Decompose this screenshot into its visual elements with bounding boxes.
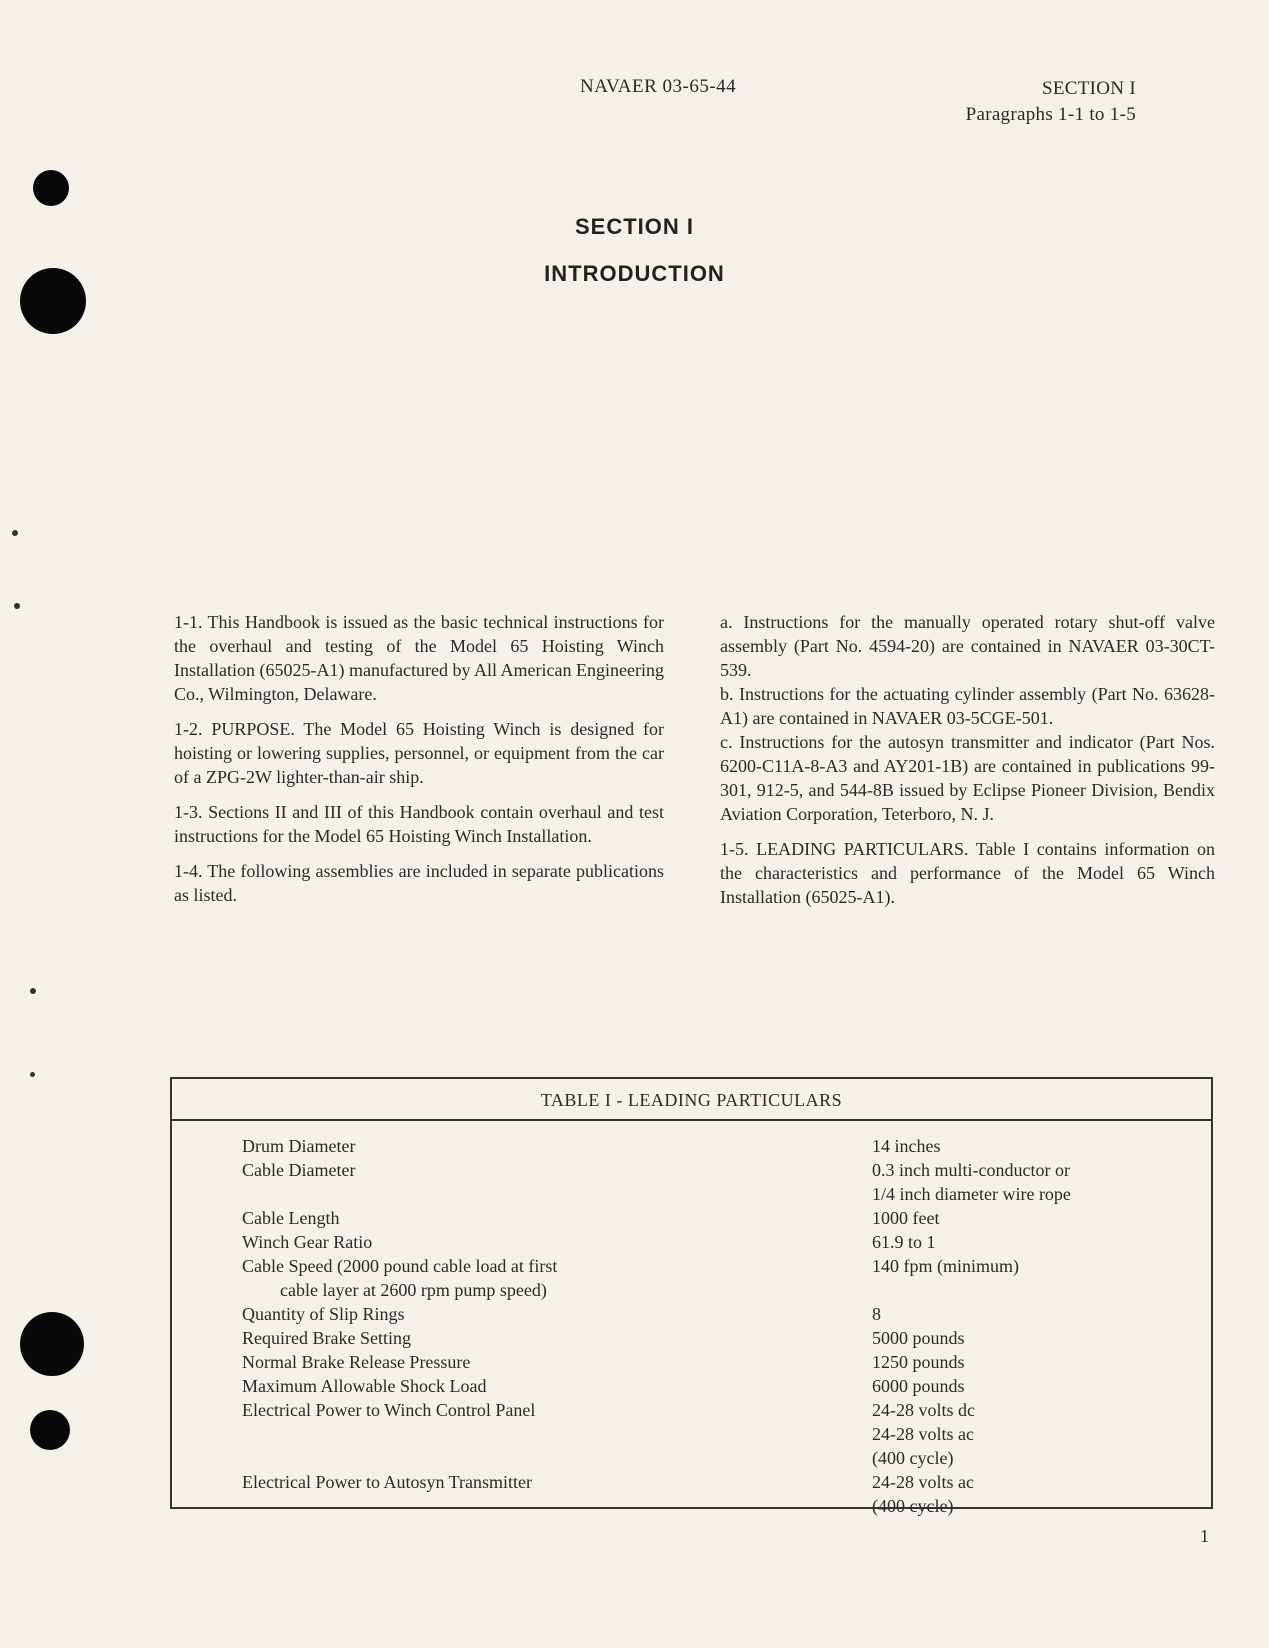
- speck-mark: [30, 1072, 35, 1077]
- speck-mark: [14, 603, 20, 609]
- row-label: [242, 1494, 872, 1518]
- left-column: [174, 610, 664, 907]
- table-row: [242, 1494, 1202, 1518]
- punch-hole-3: [20, 1312, 84, 1376]
- speck-mark: [30, 988, 36, 994]
- row-label: Required Brake Setting: [242, 1328, 411, 1348]
- row-label: Electrical Power to Autosyn Transmitter: [242, 1472, 532, 1492]
- row-value: 5000 pounds: [872, 1328, 965, 1348]
- paragraph-1-4: 1-4. The following assemblies are included in separate publications as listed.: [174, 861, 664, 905]
- row-label: Winch Gear Ratio: [242, 1232, 373, 1252]
- row-value: 1250 pounds: [872, 1352, 965, 1372]
- row-label: cable layer at 2600 rpm pump speed): [280, 1280, 547, 1300]
- table-row: [242, 1254, 1202, 1278]
- speck-mark: [12, 530, 18, 536]
- header-paragraphs: Paragraphs 1-1 to 1-5: [965, 104, 1136, 125]
- paragraph-b: b. Instructions for the actuating cylinder assembly (Part No. 63628-A1) are contained in NAVAER 03-5CGE-501.: [720, 684, 1215, 728]
- section-subtitle: INTRODUCTION: [544, 261, 725, 286]
- row-label: Drum Diameter: [242, 1136, 356, 1156]
- row-label: Maximum Allowable Shock Load: [242, 1376, 487, 1396]
- row-value: 24-28 volts ac: [872, 1424, 974, 1444]
- row-label: Quantity of Slip Rings: [242, 1304, 405, 1324]
- paragraph-a: a. Instructions for the manually operated rotary shut-off valve assembly (Part No. 4594-20) are contained in NAVAER 03-30CT-539.: [720, 612, 1215, 680]
- row-value: (400 cycle): [872, 1496, 954, 1516]
- table-body: [242, 1134, 1202, 1518]
- table-title: TABLE I - LEADING PARTICULARS: [172, 1079, 1211, 1121]
- table-row: [242, 1398, 1202, 1422]
- row-label: [242, 1446, 872, 1470]
- row-value: 1000 feet: [872, 1208, 940, 1228]
- table-row: [242, 1470, 1202, 1494]
- row-label: Normal Brake Release Pressure: [242, 1352, 471, 1372]
- right-column: [720, 610, 1215, 909]
- row-value: 8: [872, 1304, 881, 1324]
- header-section-info: [966, 76, 1136, 128]
- paragraph-1-5: 1-5. LEADING PARTICULARS. Table I contains information on the characteristics and performance of the Model 65 Winch Installation (65025-A1).: [720, 839, 1215, 907]
- table-row: [242, 1278, 1202, 1302]
- table-row: [242, 1230, 1202, 1254]
- table-row: [242, 1134, 1202, 1158]
- row-label: Cable Diameter: [242, 1160, 356, 1180]
- table-row: [242, 1374, 1202, 1398]
- table-row: [242, 1182, 1202, 1206]
- leading-particulars-table: [170, 1077, 1213, 1516]
- punch-hole-4: [30, 1410, 70, 1450]
- header-section: SECTION I: [1042, 78, 1136, 99]
- row-value: 24-28 volts dc: [872, 1400, 975, 1420]
- table-row: [242, 1422, 1202, 1446]
- row-label: Cable Speed (2000 pound cable load at first: [242, 1256, 558, 1276]
- row-value: [872, 1278, 1202, 1302]
- row-value: 0.3 inch multi-conductor or: [872, 1160, 1070, 1180]
- punch-hole-1: [33, 170, 69, 206]
- paragraph-1-2: 1-2. PURPOSE. The Model 65 Hoisting Winch is designed for hoisting or lowering supplies, personnel, or equipment from the car of a ZPG-2W lighter-than-air ship.: [174, 719, 664, 787]
- table-row: [242, 1158, 1202, 1182]
- paragraph-c: c. Instructions for the autosyn transmitter and indicator (Part Nos. 6200-C11A-8-A3 and AY201-1B) are contained in publications 99-301, 912-5, and 544-8B issued by Eclipse Pioneer Division, Bendix Aviation Corporation, Teterboro, N. J.: [720, 732, 1215, 824]
- row-value: (400 cycle): [872, 1448, 954, 1468]
- row-label: Cable Length: [242, 1208, 340, 1228]
- row-value: 14 inches: [872, 1136, 941, 1156]
- row-value: 24-28 volts ac: [872, 1472, 974, 1492]
- paragraph-1-1: 1-1. This Handbook is issued as the basic technical instructions for the overhaul and testing of the Model 65 Hoisting Winch Installation (65025-A1) manufactured by All American Engineering Co., Wilmington, Delaware.: [174, 612, 664, 704]
- row-label: Electrical Power to Winch Control Panel: [242, 1400, 536, 1420]
- table-row: [242, 1206, 1202, 1230]
- section-title: SECTION I: [574, 214, 694, 239]
- paragraph-1-3: 1-3. Sections II and III of this Handbook contain overhaul and test instructions for the Model 65 Hoisting Winch Installation.: [174, 802, 664, 846]
- row-value: 61.9 to 1: [872, 1232, 936, 1252]
- doc-number: NAVAER 03-65-44: [580, 76, 737, 97]
- page-number: 1: [1200, 1526, 1209, 1546]
- table-row: [242, 1446, 1202, 1470]
- row-label: [242, 1182, 872, 1206]
- row-value: 140 fpm (minimum): [872, 1256, 1019, 1276]
- table-row: [242, 1302, 1202, 1326]
- row-label: [242, 1422, 872, 1446]
- table-row: [242, 1350, 1202, 1374]
- row-value: 6000 pounds: [872, 1376, 965, 1396]
- row-value: 1/4 inch diameter wire rope: [872, 1184, 1071, 1204]
- table-row: [242, 1326, 1202, 1350]
